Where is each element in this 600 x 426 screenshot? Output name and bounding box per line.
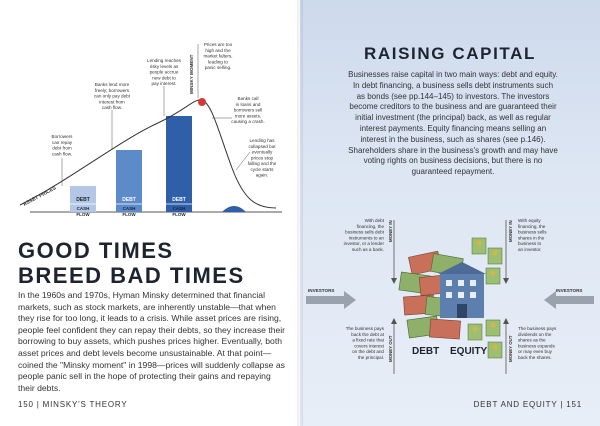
left-heading xyxy=(18,238,288,288)
y-axis-label: ASSET PRICES xyxy=(22,185,58,208)
svg-text:FLOW: FLOW xyxy=(122,212,136,217)
left-heading-line2: BREED BAD TIMES xyxy=(18,263,245,288)
note-debt-in: With debt financing, the business sells debt instruments to an investor, or a lender such as a bank. xyxy=(343,218,384,252)
callout-banks-call: Banks call in loans and borrowers sell more assets, causing a crash. xyxy=(231,96,265,124)
debt-equity-diagram xyxy=(300,212,600,382)
callout-lending-collapsed: Lending has collapsed but eventually prices stop falling and the cycle starts again. xyxy=(247,138,277,178)
svg-text:CASH: CASH xyxy=(76,206,90,211)
note-equity-in: With equity financing, the business sells shares in the business to an investor. xyxy=(518,218,547,252)
investors-right-arrow xyxy=(544,291,594,309)
svg-text:FLOW: FLOW xyxy=(76,212,90,217)
minsky-moment-label: MINSKY MOMENT xyxy=(189,54,194,94)
bar1-debt-label: DEBT xyxy=(76,197,90,203)
minsky-cycle-chart xyxy=(0,0,300,236)
callout-prices-high: Prices are too high and the market falters, leading to panic selling. xyxy=(203,42,233,70)
right-heading: RAISING CAPITAL xyxy=(364,44,536,63)
equity-label: EQUITY xyxy=(450,346,488,357)
debt-label: DEBT xyxy=(412,346,440,357)
cash-flow-label-3 xyxy=(172,206,186,217)
bar2-debt-label: DEBT xyxy=(122,197,136,203)
money-in-right-label: MONEY IN xyxy=(508,220,513,242)
callout-banks-lend: Banks lend more freely; borrowers can only pay debt interest from cash flow. xyxy=(93,82,131,110)
right-page-footer: DEBT AND EQUITY | 151 xyxy=(473,400,582,409)
callout-lending-reaches: Lending reaches risky levels as people accrue new debt to pay interest. xyxy=(147,58,181,86)
minsky-moment-dot xyxy=(198,98,206,106)
cash-flow-label-1 xyxy=(76,206,90,217)
investors-left-arrow xyxy=(306,291,356,309)
svg-text:CASH: CASH xyxy=(122,206,136,211)
left-page-footer: 150 | MINSKY'S THEORY xyxy=(18,400,128,409)
money-in-left-label: MONEY IN xyxy=(388,220,393,242)
note-debt-out: The business pays back the debt at a fixed rate that covers interest on the debt and the principal. xyxy=(345,326,384,360)
left-heading-line1: GOOD TIMES xyxy=(18,238,174,263)
cash-flow-label-2 xyxy=(122,206,136,217)
left-body-text: In the 1960s and 1970s, Hyman Minsky determined that financial markets, such as stock markets, are inherently unstable—that when they rise for too long, it leads to a crisis. While asset prices are rising, people feel confident they can repay their debts, so they increase their borrowing to buy assets, which pushes prices higher. Eventually, both asset prices and debt levels become unsustainable. At that point—coined the "Minsky moment" in 1998—prices will suddenly collapse as people panic sell in the hope of protecting their gains and repaying their debts. xyxy=(18,290,286,393)
investors-left-label: INVESTORS xyxy=(308,288,335,293)
money-out-left-label: MONEY OUT xyxy=(388,335,393,362)
bar3-debt-label: DEBT xyxy=(172,197,186,203)
crash-wave xyxy=(222,206,246,212)
callout-borrowers: Borrowers can repay debt from cash flow. xyxy=(51,134,73,157)
svg-text:CASH: CASH xyxy=(172,206,186,211)
right-body-text: Businesses raise capital in two main ways: debt and equity. In debt financing, a business sells debt instruments such as bonds (see pp.144–145) to investors. The investors become creditors to the business and are guaranteed their initial investment (the principal) back, as well as regular interest payments. Equity financing means selling an interest in the business, such as shares (see p.146). Shareholders share in the business's growth and may have voting rights on business decisions, but there is no guaranteed repayment. xyxy=(348,70,558,177)
business-building xyxy=(438,262,486,318)
investors-right-label: INVESTORS xyxy=(556,288,583,293)
svg-text:FLOW: FLOW xyxy=(172,212,186,217)
money-out-right-label: MONEY OUT xyxy=(508,335,513,362)
note-equity-out: The business pays dividends on the shares as the business expands or may even buy back the shares. xyxy=(518,326,557,360)
